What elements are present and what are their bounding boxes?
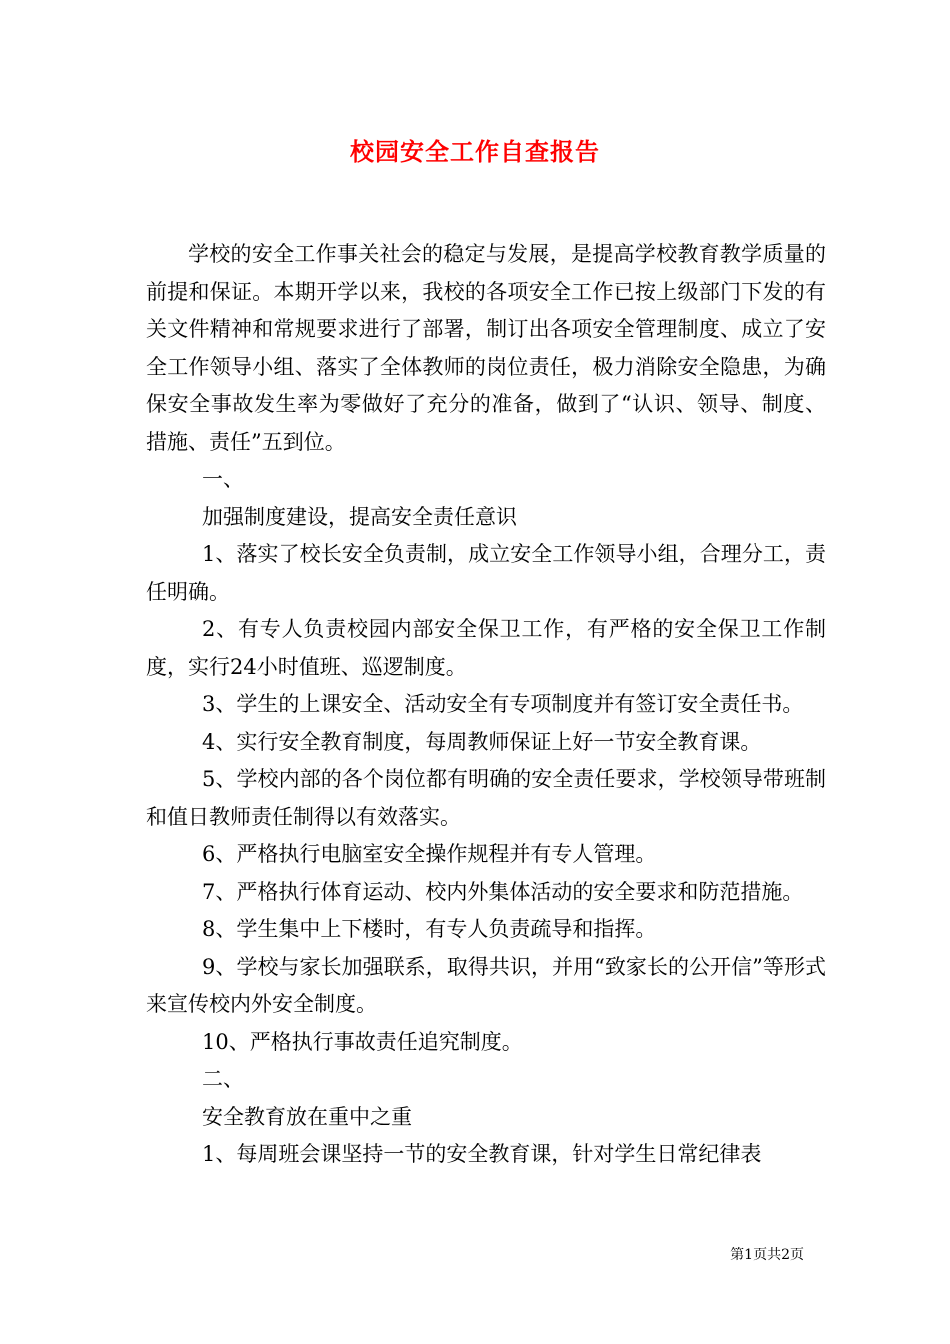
section-2-item: 1、每周班会课坚持一节的安全教育课，针对学生日常纪律表 xyxy=(202,1142,762,1166)
section-1-item: 3、学生的上课安全、活动安全有专项制度并有签订安全责任书。 xyxy=(202,692,804,716)
section-1-item: 8、学生集中上下楼时，有专人负责疏导和指挥。 xyxy=(202,917,657,941)
section-2-number: 二、 xyxy=(202,1067,244,1091)
section-1-number: 一、 xyxy=(202,467,244,491)
section-1-item: 2、有专人负责校园内部安全保卫工作，有严格的安全保卫工作制度，实行24小时值班、巡逻制度。 xyxy=(146,617,826,679)
document-body xyxy=(146,236,826,1174)
section-1-item: 7、严格执行体育运动、校内外集体活动的安全要求和防范措施。 xyxy=(202,879,804,904)
section-1-item: 5、学校内部的各个岗位都有明确的安全责任要求，学校领导带班制和值日教师责任制得以有效落实。 xyxy=(146,767,826,829)
section-1-item: 4、实行安全教育制度，每周教师保证上好一节安全教育课。 xyxy=(202,729,762,754)
section-2-heading: 安全教育放在重中之重 xyxy=(202,1104,412,1129)
page-number: 第1页共2页 xyxy=(730,1247,804,1263)
document-title: 校园安全工作自查报告 xyxy=(350,137,600,166)
intro-paragraph: 学校的安全工作事关社会的稳定与发展，是提高学校教育教学质量的前提和保证。本期开学以来，我校的各项安全工作已按上级部门下发的有关文件精神和常规要求进行了部署，制订出各项安全管理制度、成立了安全工作领导小组、落实了全体教师的岗位责任，极力消除安全隐患，为确保安全事故发生率为零做好了充分的准备，做到了“认识、领导、制度、措施、责任”五到位。 xyxy=(146,242,826,454)
section-1-item: 1、落实了校长安全负责制，成立安全工作领导小组，合理分工，责任明确。 xyxy=(146,542,826,604)
section-1-item: 10、严格执行事故责任追究制度。 xyxy=(202,1029,523,1054)
section-1-heading: 加强制度建设，提高安全责任意识 xyxy=(202,504,517,529)
section-1-item: 9、学校与家长加强联系，取得共识，并用“致家长的公开信”等形式来宣传校内外安全制度。 xyxy=(146,954,826,1016)
section-1-item: 6、严格执行电脑室安全操作规程并有专人管理。 xyxy=(202,842,657,866)
